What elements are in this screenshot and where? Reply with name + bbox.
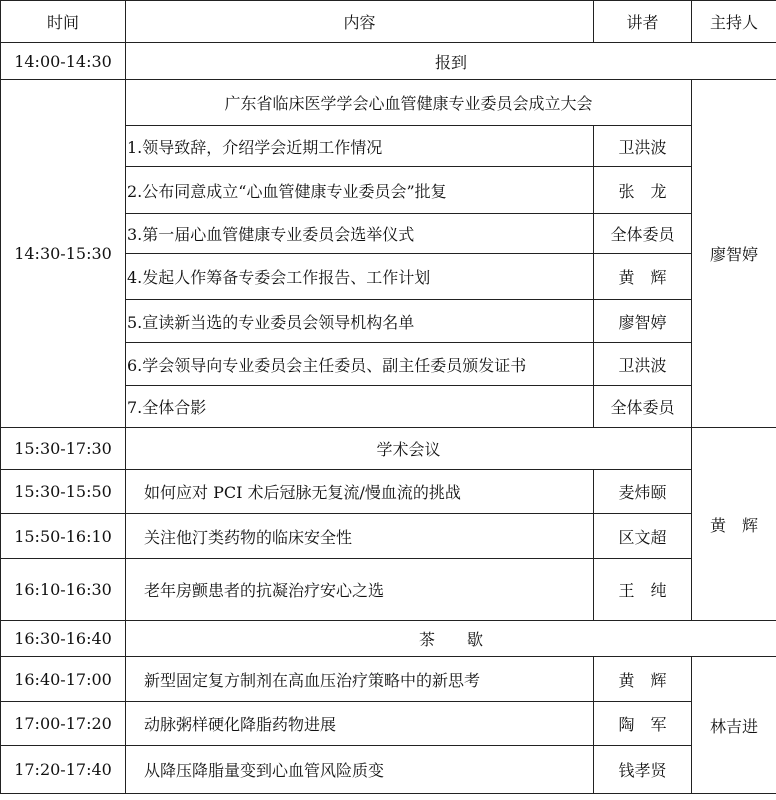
speaker-cell: 王 纯	[594, 559, 692, 621]
header-time: 时间	[1, 1, 126, 43]
table-row	[1, 559, 776, 621]
table-row	[1, 43, 776, 80]
time-cell: 14:30-15:30	[1, 80, 126, 428]
time-cell: 16:40-17:00	[1, 657, 126, 702]
speaker-cell: 张 龙	[594, 167, 692, 214]
agenda-item: 3.第一届心血管健康专业委员会选举仪式	[126, 214, 594, 254]
speaker-cell: 陶 军	[594, 702, 692, 746]
content-cell: 报到	[126, 43, 776, 80]
speaker-cell: 黄 辉	[594, 657, 692, 702]
talk-title: 动脉粥样硬化降脂药物进展	[126, 702, 594, 746]
table-row	[1, 621, 776, 657]
table-row	[1, 80, 776, 126]
talk-title: 从降压降脂量变到心血管风险质变	[126, 746, 594, 794]
speaker-cell: 卫洪波	[594, 343, 692, 386]
speaker-cell: 全体委员	[594, 214, 692, 254]
header-row	[1, 1, 776, 43]
host-cell: 廖智婷	[692, 80, 776, 428]
speaker-cell: 黄 辉	[594, 254, 692, 300]
time-cell: 14:00-14:30	[1, 43, 126, 80]
break-cell: 茶 歇	[126, 621, 776, 657]
agenda-item: 5.宣读新当选的专业委员会领导机构名单	[126, 300, 594, 343]
host-cell: 黄 辉	[692, 428, 776, 621]
agenda-item: 1.领导致辞，介绍学会近期工作情况	[126, 126, 594, 167]
time-cell: 15:50-16:10	[1, 514, 126, 559]
time-cell: 17:00-17:20	[1, 702, 126, 746]
agenda-item: 4.发起人作筹备专委会工作报告、工作计划	[126, 254, 594, 300]
header-host: 主持人	[692, 1, 776, 43]
speaker-cell: 廖智婷	[594, 300, 692, 343]
agenda-item: 7.全体合影	[126, 386, 594, 428]
agenda-item: 6.学会领导向专业委员会主任委员、副主任委员颁发证书	[126, 343, 594, 386]
header-speaker: 讲者	[594, 1, 692, 43]
session-title: 学术会议	[126, 428, 692, 470]
host-cell: 林吉进	[692, 657, 776, 794]
time-cell: 15:30-15:50	[1, 470, 126, 514]
table-row	[1, 470, 776, 514]
speaker-cell: 全体委员	[594, 386, 692, 428]
table-row	[1, 657, 776, 702]
talk-title: 如何应对 PCI 术后冠脉无复流/慢血流的挑战	[126, 470, 594, 514]
speaker-cell: 卫洪波	[594, 126, 692, 167]
speaker-cell: 麦炜颐	[594, 470, 692, 514]
speaker-cell: 钱孝贤	[594, 746, 692, 794]
time-cell: 17:20-17:40	[1, 746, 126, 794]
time-cell: 16:10-16:30	[1, 559, 126, 621]
table-row	[1, 746, 776, 794]
time-cell: 15:30-17:30	[1, 428, 126, 470]
talk-title: 关注他汀类药物的临床安全性	[126, 514, 594, 559]
talk-title: 新型固定复方制剂在高血压治疗策略中的新思考	[126, 657, 594, 702]
talk-title: 老年房颤患者的抗凝治疗安心之选	[126, 559, 594, 621]
time-cell: 16:30-16:40	[1, 621, 126, 657]
header-content: 内容	[126, 1, 594, 43]
speaker-cell: 区文超	[594, 514, 692, 559]
table-row	[1, 428, 776, 470]
table-row	[1, 702, 776, 746]
agenda-item: 2.公布同意成立“心血管健康专业委员会”批复	[126, 167, 594, 214]
session-title: 广东省临床医学学会心血管健康专业委员会成立大会	[126, 80, 692, 126]
table-row	[1, 514, 776, 559]
